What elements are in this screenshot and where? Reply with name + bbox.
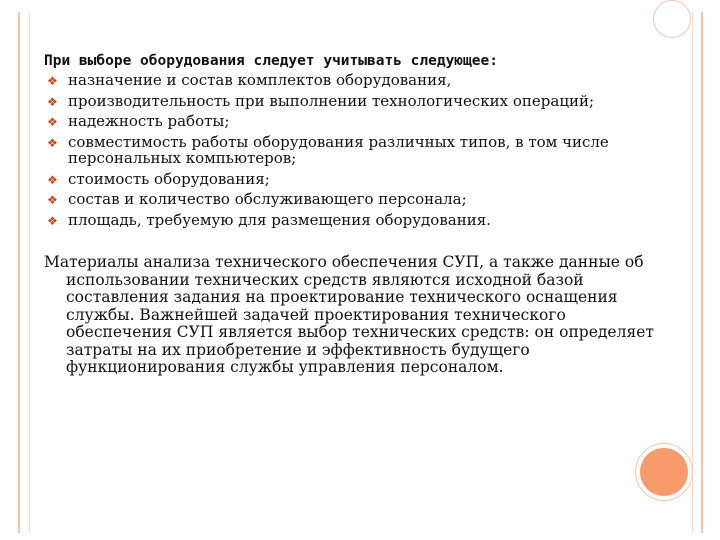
bottom-circle-decoration [640,448,688,496]
diamond-bullet-icon: ❖ [47,94,58,109]
bullet-item [44,134,674,167]
bullet-text: состав и количество обслуживающего персонала; [68,190,467,208]
bullet-list [44,72,674,228]
bullet-text: производительность при выполнении технологических операций; [68,91,595,110]
diamond-bullet-icon: ❖ [47,172,58,187]
diamond-bullet-icon: ❖ [47,135,58,150]
bullet-item [44,171,674,188]
diamond-bullet-icon: ❖ [47,115,58,129]
slide-heading: При выборе оборудования следует учитывать следующее: [44,53,498,69]
frame-right-line [692,12,693,533]
bullet-item [44,191,674,208]
bullet-text: совместимость работы оборудования различных типов, в том числе персональных компьютеров; [68,132,609,167]
diamond-bullet-icon: ❖ [47,74,58,88]
slide-content [44,52,674,377]
bullet-item [44,113,674,130]
diamond-bullet-icon: ❖ [47,213,58,228]
bullet-text: стоимость оборудования; [68,169,270,188]
body-paragraph: Материалы анализа технического обеспечения СУП, а также данные об использовании технических средств являются исходной базой составления задания на проектирование технического оснащения службы. Важнейшей задачей проектирования технического обеспечения СУП является выбор технических средств: он определяет затраты на их приобретение и эффективность будущего функционирования службы управления персоналом. [44,253,654,376]
bullet-text: площадь, требуемую для размещения оборудования. [68,210,491,229]
bullet-item [44,93,674,110]
bullet-item [44,212,674,229]
bullet-text: надежность работы; [68,112,230,130]
bullet-item [44,72,674,89]
diamond-bullet-icon: ❖ [47,193,58,207]
top-circle-decoration [653,0,691,38]
bullet-text: назначение и состав комплектов оборудования, [68,71,452,89]
frame-left-line [29,12,30,533]
